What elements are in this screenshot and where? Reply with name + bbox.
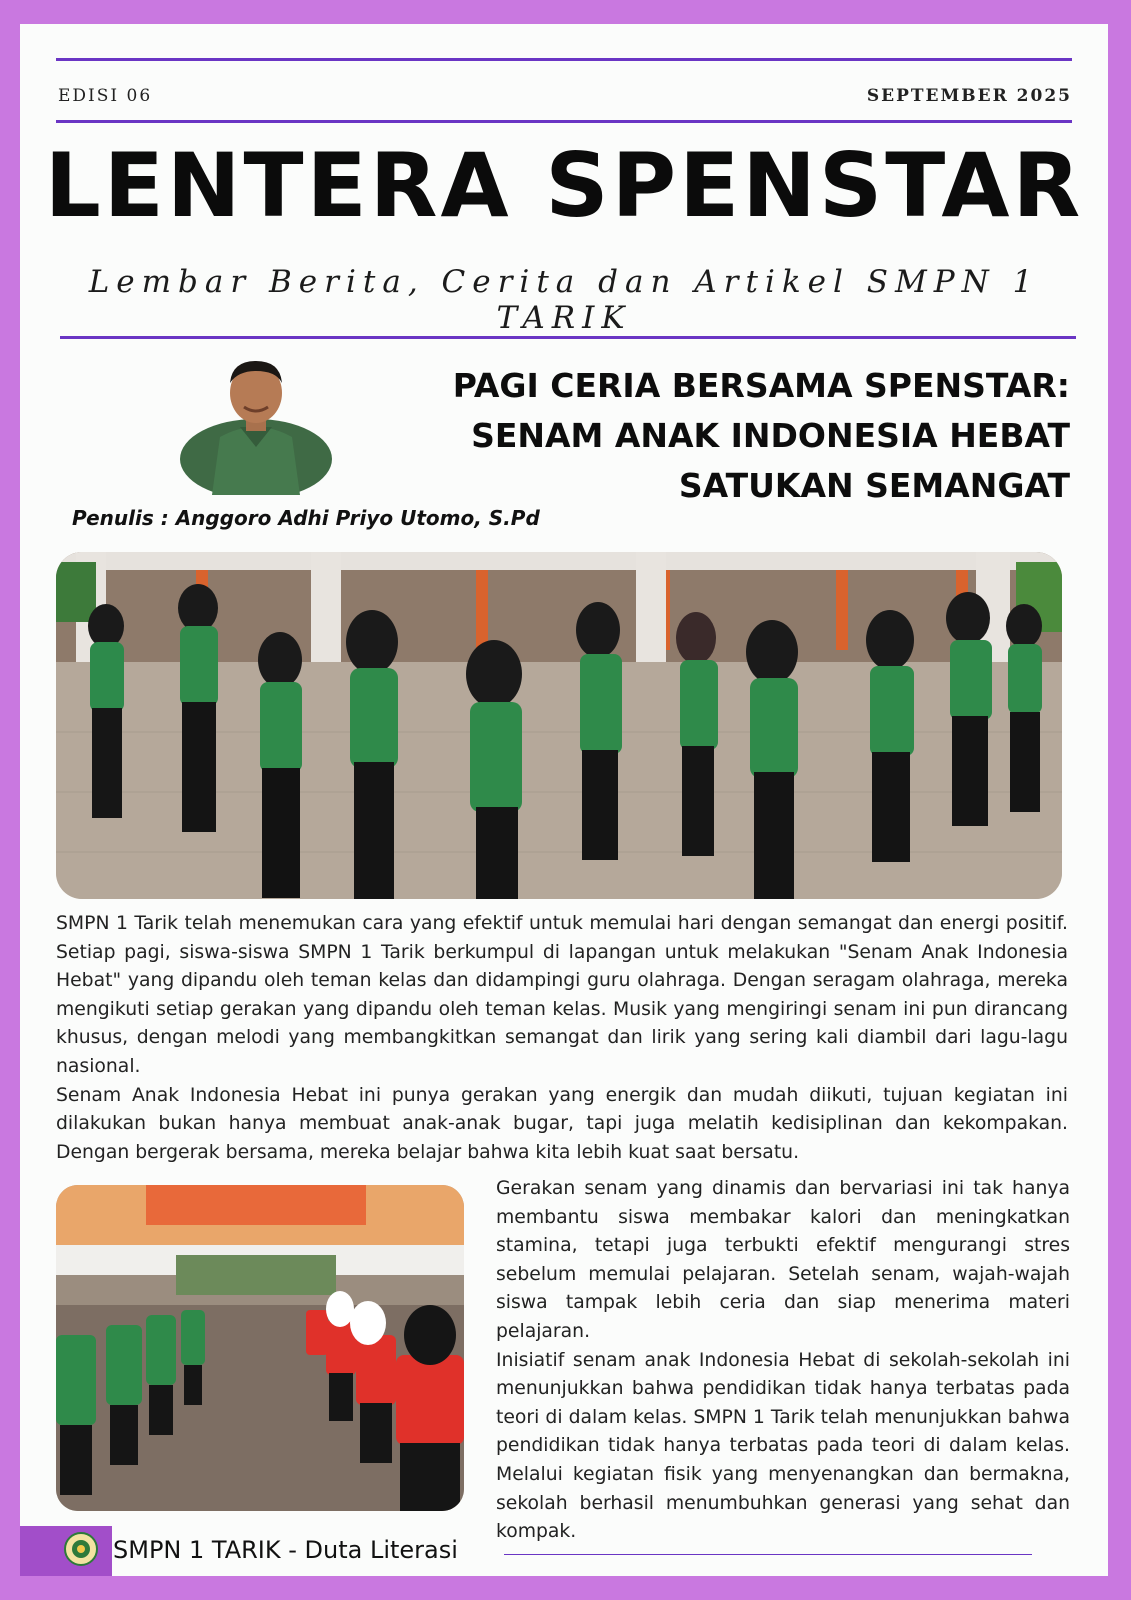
paragraph: SMPN 1 Tarik telah menemukan cara yang efektif untuk memulai hari dengan semangat dan energi positif. Setiap pagi, siswa-siswa SMPN 1 Tarik berkumpul di lapangan untuk melakukan "Senam Anak Indonesia Hebat" yang dipandu oleh teman kelas dan didampingi guru olahraga. Dengan seragam olahraga, mereka mengikuti setiap gerakan yang dipandu oleh teman kelas. Musik yang mengiringi senam ini pun dirancang khusus, dengan melodi yang membangkitkan semangat dan lirik yang sering kali diambil dari lagu-lagu nasional. (56, 913, 1068, 1077)
masthead-title: LENTERA SPENSTAR (44, 134, 1084, 237)
masthead-rule (60, 336, 1076, 339)
masthead-tagline: Lembar Berita, Cerita dan Artikel SMPN 1 TARIK (88, 264, 1040, 336)
article-body-right (496, 1175, 1070, 1547)
top-rule (56, 58, 1072, 61)
headline-line: PAGI CERIA BERSAMA SPENSTAR: (452, 366, 1070, 405)
paragraph: Gerakan senam yang dinamis dan bervariasi ini tak hanya membantu siswa membakar kalori dan meningkatkan stamina, tetapi juga terbukti efektif mengurangi stres sebelum memulai pelajaran. Setelah senam, wajah-wajah siswa tampak lebih ceria dan siap menerima materi pelajaran. (496, 1178, 1070, 1342)
footer-label: SMPN 1 TARIK - Duta Literasi (113, 1536, 458, 1564)
header-rule (56, 120, 1072, 123)
headline-line: SENAM ANAK INDONESIA HEBAT (471, 416, 1070, 455)
newsletter-page (20, 24, 1108, 1576)
headline-line: SATUKAN SEMANGAT (678, 466, 1070, 505)
article-headline (360, 361, 1070, 511)
second-photo-students-lineup (56, 1185, 464, 1511)
author-byline: Penulis : Anggoro Adhi Priyo Utomo, S.Pd (72, 506, 540, 530)
school-logo-icon (64, 1532, 98, 1566)
author-portrait (180, 347, 332, 495)
main-photo-students-exercise (56, 552, 1062, 899)
footer-rule (504, 1554, 1032, 1555)
edition-label: EDISI 06 (58, 86, 153, 106)
paragraph: Inisiatif senam anak Indonesia Hebat di sekolah-sekolah ini menunjukkan bahwa pendidikan tidak hanya terbatas pada teori di dalam kelas. SMPN 1 Tarik telah menunjukkan bahwa pendidikan tidak hanya terbatas pada teori di dalam kelas. Melalui kegiatan fisik yang menyenangkan dan bermakna, sekolah berhasil menumbuhkan generasi yang sehat dan kompak. (496, 1349, 1070, 1543)
paragraph: Senam Anak Indonesia Hebat ini punya gerakan yang energik dan mudah diikuti, tujuan kegiatan ini dilakukan bukan hanya membuat anak-anak bugar, tapi juga melatih kedisiplinan dan kekompakan. Dengan bergerak bersama, mereka belajar bahwa kita lebih kuat saat bersatu. (56, 1084, 1068, 1163)
issue-date: SEPTEMBER 2025 (866, 86, 1072, 106)
article-body-full (56, 910, 1068, 1167)
